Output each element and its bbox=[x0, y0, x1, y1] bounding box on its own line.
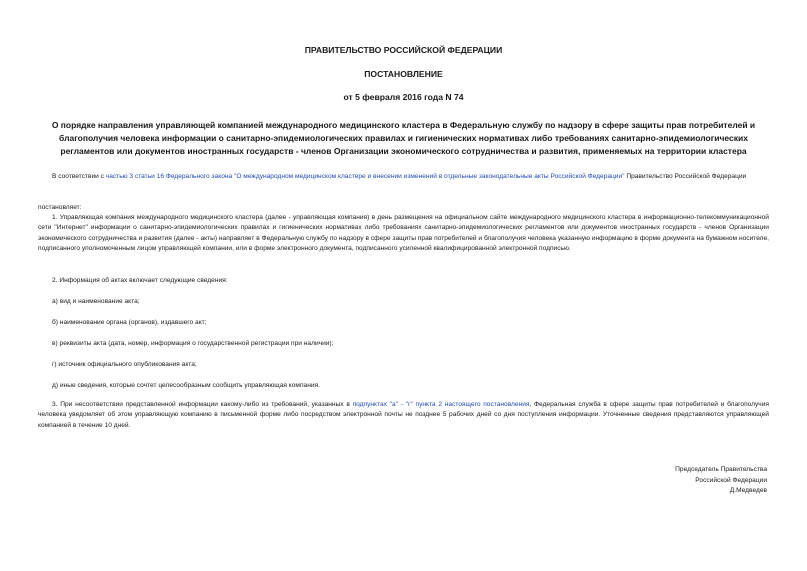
date-number-heading: от 5 февраля 2016 года N 74 bbox=[343, 92, 464, 102]
document-title: О порядке направления управляющей компанией международного медицинского кластера в Федеральную службу по надзору в сфере защиты прав потребителей и благополучия человека информации о санитарно-эпидемиологических правилах и гигиенических нормативах либо требованиях санитарно-эпидемиологических регламентов или документов иностранных государств - членов Организации экономического сотрудничества и развития, применяемых на территории кластера bbox=[51, 120, 756, 156]
paragraph-3 bbox=[38, 400, 769, 431]
paragraph-2: 2. Информация об актах включает следующие сведения: bbox=[52, 277, 228, 284]
signature-country: Российской Федерации bbox=[695, 476, 767, 484]
preamble-text-end: Правительство Российской Федерации bbox=[624, 173, 747, 180]
subparagraphs-link[interactable]: подпунктах "а" - "г" пункта 2 настоящего постановления bbox=[352, 401, 530, 408]
government-heading: ПРАВИТЕЛЬСТВО РОССИЙСКОЙ ФЕДЕРАЦИИ bbox=[304, 45, 503, 55]
law-reference-link[interactable]: частью 3 статьи 16 Федерального закона "О международном медицинском кластере и внесении изменений в отдельные законодательные акты Российской Федерации" bbox=[105, 173, 625, 180]
list-item-c: в) реквизиты акта (дата, номер, информация о государственной регистрации при наличии); bbox=[52, 340, 334, 347]
preamble-text-start: В соответствии с bbox=[52, 173, 106, 180]
paragraph-3-text-start: 3. При несоответствии представленной информации какому-либо из требований, указанных в bbox=[52, 401, 353, 408]
signature-title: Председатель Правительства bbox=[675, 466, 767, 473]
list-item-b: б) наименование органа (органов), издавшего акт; bbox=[52, 319, 207, 326]
list-item-a: а) вид и наименование акта; bbox=[52, 298, 140, 305]
decree-word: постановляет: bbox=[38, 204, 82, 211]
list-item-e: д) иные сведения, которые сочтет целесообразным сообщить управляющая компания. bbox=[52, 382, 320, 389]
preamble-paragraph bbox=[38, 172, 769, 182]
signature-block bbox=[675, 465, 767, 497]
paragraph-3-text-end: , Федеральная служба в сфере защиты прав потребителей и благополучия человека уведомляет об этом управляющую компанию в письменной форме либо посредством электронной почты не позднее 5 рабочих дней со дня поступления информации. Уточненные сведения представляются управляющей компанией в течение 10 дней. bbox=[38, 401, 769, 429]
signature-name: Д.Медведев bbox=[729, 487, 767, 495]
paragraph-1: 1. Управляющая компания международного медицинского кластера (далее - управляющая компания) в день размещения на официальном сайте международного медицинского кластера в информационно-телекоммуникационной сети "Интернет" информации о санитарно-эпидемиологических правилах и гигиенических нормативах либо требованиях санитарно-эпидемиологических регламентов или документов иностранных государств - членов Организации экономического сотрудничества и развития (далее - акты) направляет в Федеральную службу по надзору в сфере защиты прав потребителей и благополучия человека указанную информацию в форме документа на бумажном носителе, подписанного уполномоченным лицом управляющей компании, или в форме электронного документа, подписанного усиленной квалифицированной электронной подписью. bbox=[38, 214, 769, 253]
list-item-d: г) источник официального опубликования акта; bbox=[52, 361, 197, 368]
doc-type-heading: ПОСТАНОВЛЕНИЕ bbox=[364, 69, 443, 79]
